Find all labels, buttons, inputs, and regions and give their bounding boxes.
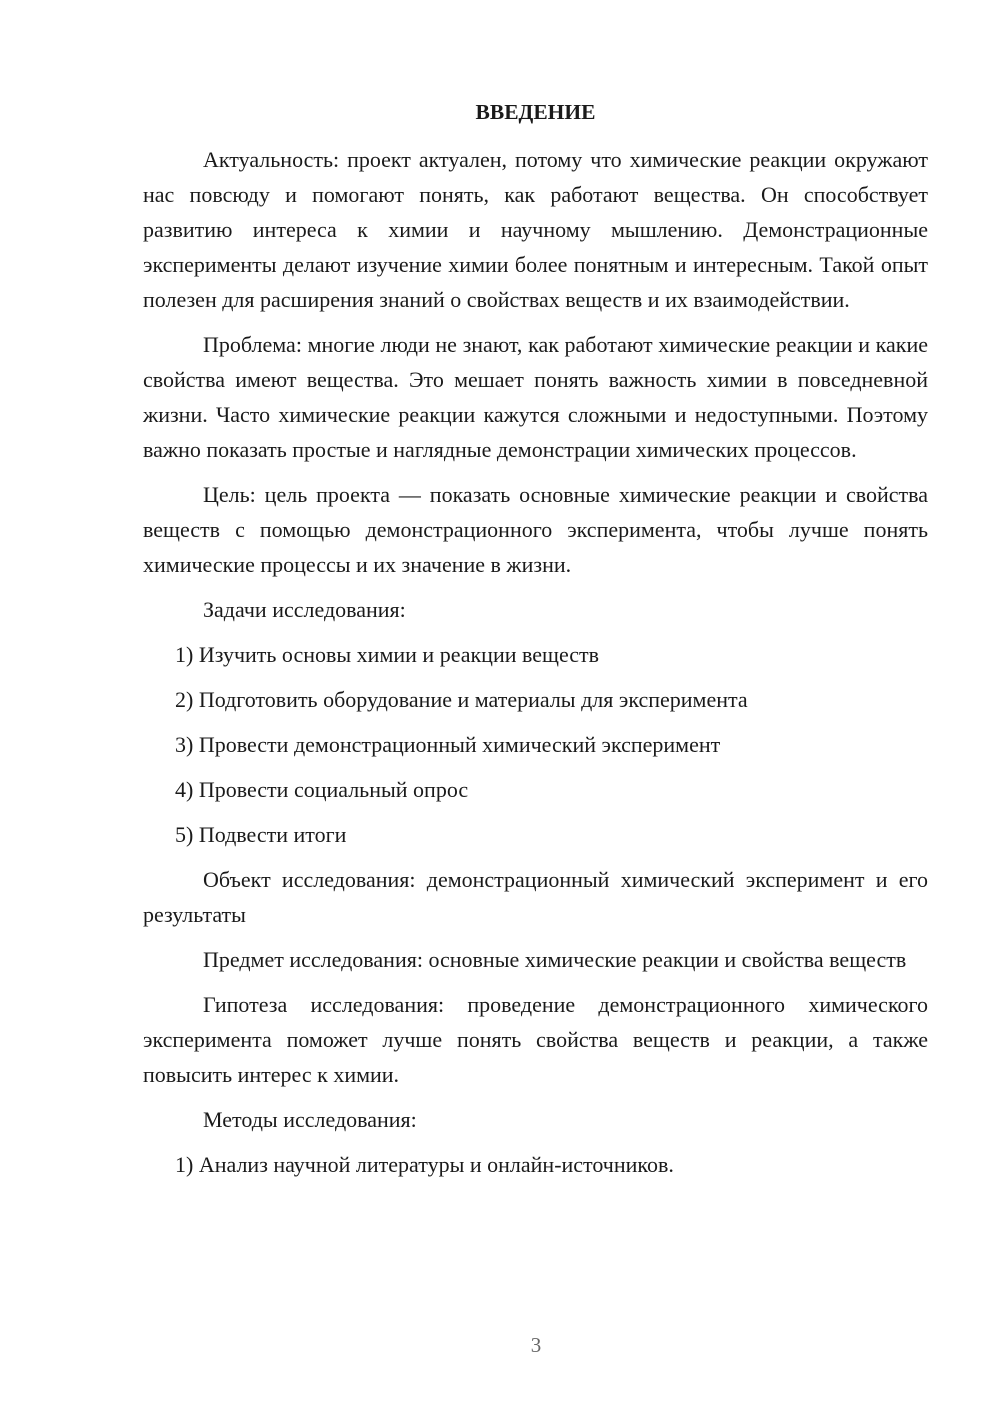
task-item: 2) Подготовить оборудование и материалы для эксперимента bbox=[175, 687, 748, 712]
task-item: 1) Изучить основы химии и реакции веществ bbox=[175, 642, 600, 667]
task-item: 5) Подвести итоги bbox=[175, 822, 347, 847]
method-item: 1) Анализ научной литературы и онлайн-источников. bbox=[175, 1152, 674, 1177]
page-number: 3 bbox=[530, 1333, 542, 1357]
task-item: 4) Провести социальный опрос bbox=[175, 777, 469, 802]
task-item: 3) Провести демонстрационный химический эксперимент bbox=[175, 732, 721, 757]
document-body bbox=[143, 142, 928, 1192]
hypothesis-paragraph: Гипотеза исследования: проведение демонстрационного химического эксперимента поможет лучше понять свойства веществ и реакции, а также повысить интерес к химии. bbox=[143, 992, 928, 1087]
problem-paragraph: Проблема: многие люди не знают, как работают химические реакции и какие свойства имеют вещества. Это мешает понять важность химии в повседневной жизни. Часто химические реакции кажутся сложными и недоступными. Поэтому важно показать простые и наглядные демонстрации химических процессов. bbox=[143, 332, 928, 462]
subject-paragraph: Предмет исследования: основные химические реакции и свойства веществ bbox=[203, 947, 907, 972]
tasks-heading: Задачи исследования: bbox=[203, 597, 406, 622]
object-paragraph: Объект исследования: демонстрационный химический эксперимент и его результаты bbox=[143, 867, 928, 927]
page-title: ВВЕДЕНИЕ bbox=[475, 100, 596, 124]
goal-paragraph: Цель: цель проекта — показать основные химические реакции и свойства веществ с помощью демонстрационного эксперимента, чтобы лучше понять химические процессы и их значение в жизни. bbox=[143, 482, 928, 577]
relevance-paragraph: Актуальность: проект актуален, потому что химические реакции окружают нас повсюду и помогают понять, как работают вещества. Он способствует развитию интереса к химии и научному мышлению. Демонстрационные эксперименты делают изучение химии более понятным и интересным. Такой опыт полезен для расширения знаний о свойствах веществ и их взаимодействии. bbox=[143, 147, 928, 312]
methods-heading: Методы исследования: bbox=[203, 1107, 417, 1132]
